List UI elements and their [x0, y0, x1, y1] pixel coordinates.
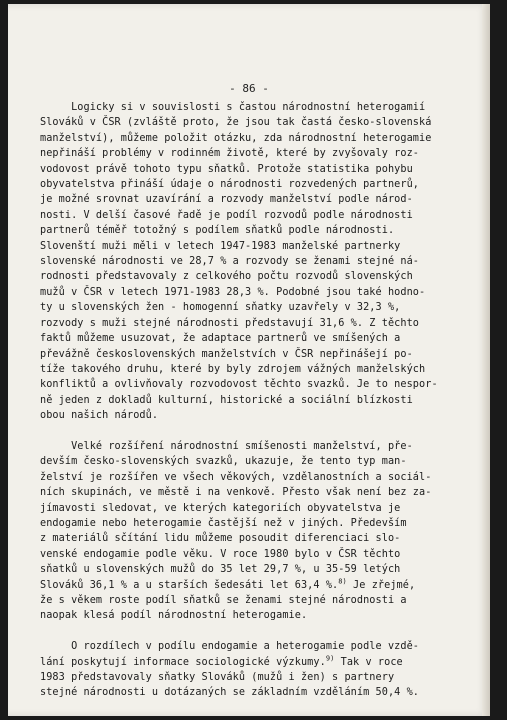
- line-text: manželství), můžeme položit otázku, zda národnostní heterogamie: [40, 132, 432, 144]
- text-line: [40, 162, 460, 177]
- text-line: [40, 531, 460, 546]
- line-text: Slováků 36,1 % a u starších šedesáti let 63,4 %.: [40, 579, 339, 591]
- paragraph: [40, 100, 460, 424]
- text-line: [40, 501, 460, 516]
- text-line: [40, 331, 460, 346]
- line-text: Slováků v ČSR (zvláště proto, že jsou tak častá česko-slovenská: [40, 117, 432, 129]
- line-text: endogamie nebo heterogamie častější než v jiných. Především: [40, 517, 407, 529]
- line-text: z materiálů sčítání lidu můžeme posoudit diferenciaci slo-: [40, 533, 401, 545]
- text-line: [40, 362, 460, 377]
- line-text: konfliktů a ovlivňovaly rozvodovost těchto svazků. Je to nespor-: [40, 379, 438, 391]
- text-line: [40, 608, 460, 623]
- line-text: devším česko-slovenských svazků, ukazuje, že tento typ man-: [40, 456, 407, 468]
- line-text: naopak klesá podíl národnostní heterogamie.: [40, 610, 308, 622]
- line-text: převážně československých manželstvích v ČSR nepřinášejí po-: [40, 348, 413, 360]
- text-line: [40, 208, 460, 223]
- line-text: rozvody s muži stejné národnosti představují 31,6 %. Z těchto: [40, 317, 420, 329]
- text-line: [40, 300, 460, 315]
- line-text: faktů můžeme usuzovat, že adaptace partnerů ve smíšených a: [40, 333, 401, 345]
- text-line: [40, 146, 460, 161]
- text-line: [40, 223, 460, 238]
- text-line: [40, 408, 460, 423]
- paragraph: [40, 439, 460, 624]
- line-text: lání poskytují informace sociologické výzkumy.: [40, 656, 326, 668]
- text-line: [40, 685, 460, 700]
- text-line: [40, 454, 460, 469]
- body-text: [40, 100, 460, 716]
- line-text: ně jeden z dokladů kulturní, historické a sociální blízkosti: [40, 394, 413, 406]
- line-text: ních skupinách, ve městě i na venkově. Přesto však není bez za-: [40, 487, 432, 499]
- line-text: nepřináší problémy v rodinném životě, které by zvyšovaly roz-: [40, 148, 420, 160]
- page-number: - 86 -: [229, 82, 269, 95]
- text-line: [40, 239, 460, 254]
- line-text: partnerů téměř totožný s podílem sňatků podle národnosti.: [40, 225, 395, 237]
- text-line: [40, 547, 460, 562]
- line-text-continuation: Tak v roce: [334, 656, 403, 668]
- text-line: [40, 269, 460, 284]
- line-text: Slovenští muži měli v letech 1947-1983 manželské partnerky: [40, 240, 401, 252]
- text-line: [40, 578, 460, 593]
- line-text: jímavosti sledovat, ve kterých kategoriích obyvatelstva je: [40, 502, 401, 514]
- text-line: [40, 254, 460, 269]
- line-text-continuation: Je zřejmé,: [346, 579, 416, 591]
- footnote-mark: 9): [325, 654, 335, 663]
- paragraph: [40, 639, 460, 701]
- text-line: [40, 177, 460, 192]
- line-text: Velké rozšíření národnostní smíšenosti manželství, pře-: [40, 440, 413, 452]
- text-line: [40, 439, 460, 454]
- text-line: [40, 285, 460, 300]
- page-edge-shadow: [482, 4, 490, 716]
- line-text: nosti. V delší časové řadě je podíl rozvodů podle národnosti: [40, 209, 413, 221]
- document-page: [8, 4, 490, 716]
- text-line: [40, 593, 460, 608]
- text-line: [40, 485, 460, 500]
- text-line: [40, 131, 460, 146]
- line-text: venské endogamie podle věku. V roce 1980 bylo v ČSR těchto: [40, 548, 401, 560]
- line-text: 1983 představovaly sňatky Slováků (mužů i žen) s partnery: [40, 672, 395, 683]
- line-text: že s věkem roste podíl sňatků se ženami stejné národnosti a: [40, 594, 407, 606]
- footnote-mark: 8): [338, 577, 347, 586]
- line-text: vodovost právě tohoto typu sňatků. Protože statistika pohybu: [40, 163, 413, 175]
- text-line: [40, 470, 460, 485]
- line-text: je možné srovnat uzavírání a rozvody manželství podle národ-: [40, 194, 413, 206]
- line-text: Logicky si v souvislosti s častou národnostní heterogamií: [40, 102, 426, 113]
- text-line: [40, 670, 460, 685]
- line-text: slovenské národnosti ve 28,7 % a rozvody se ženami stejné ná-: [40, 256, 420, 268]
- line-text: rodnosti představovaly z celkového počtu rozvodů slovenských: [40, 271, 413, 283]
- line-text: mužů v ČSR v letech 1971-1983 28,3 %. Podobné jsou také hodno-: [40, 286, 426, 298]
- text-line: [40, 393, 460, 408]
- line-text: sňatků u slovenských mužů do 35 let 29,7 %, u 35-59 letých: [40, 564, 401, 576]
- line-text: O rozdílech v podílu endogamie a heterogamie podle vzdě-: [40, 641, 420, 653]
- text-line: [40, 100, 460, 115]
- text-line: [40, 347, 460, 362]
- text-line: [40, 316, 460, 331]
- text-line: [40, 377, 460, 392]
- line-text: ty u slovenských žen - homogenní sňatky uzavřely v 32,3 %,: [40, 302, 401, 314]
- line-text: obyvatelstva přináší údaje o národnosti rozvedených partnerů,: [40, 179, 420, 191]
- text-line: [40, 639, 460, 654]
- text-line: [40, 516, 460, 531]
- line-text: obou našich národů.: [40, 410, 159, 422]
- text-line: [40, 562, 460, 577]
- line-text: stejné národnosti u dotázaných se základním vzděláním 50,4 %.: [40, 687, 420, 699]
- text-line: [40, 192, 460, 207]
- text-line: [40, 655, 460, 670]
- text-line: [40, 115, 460, 130]
- line-text: tíže takového druhu, které by byly zdrojem vážných manželských: [40, 363, 426, 375]
- line-text: želství je rozšířen ve všech věkových, vzdělanostních a sociál-: [40, 471, 432, 483]
